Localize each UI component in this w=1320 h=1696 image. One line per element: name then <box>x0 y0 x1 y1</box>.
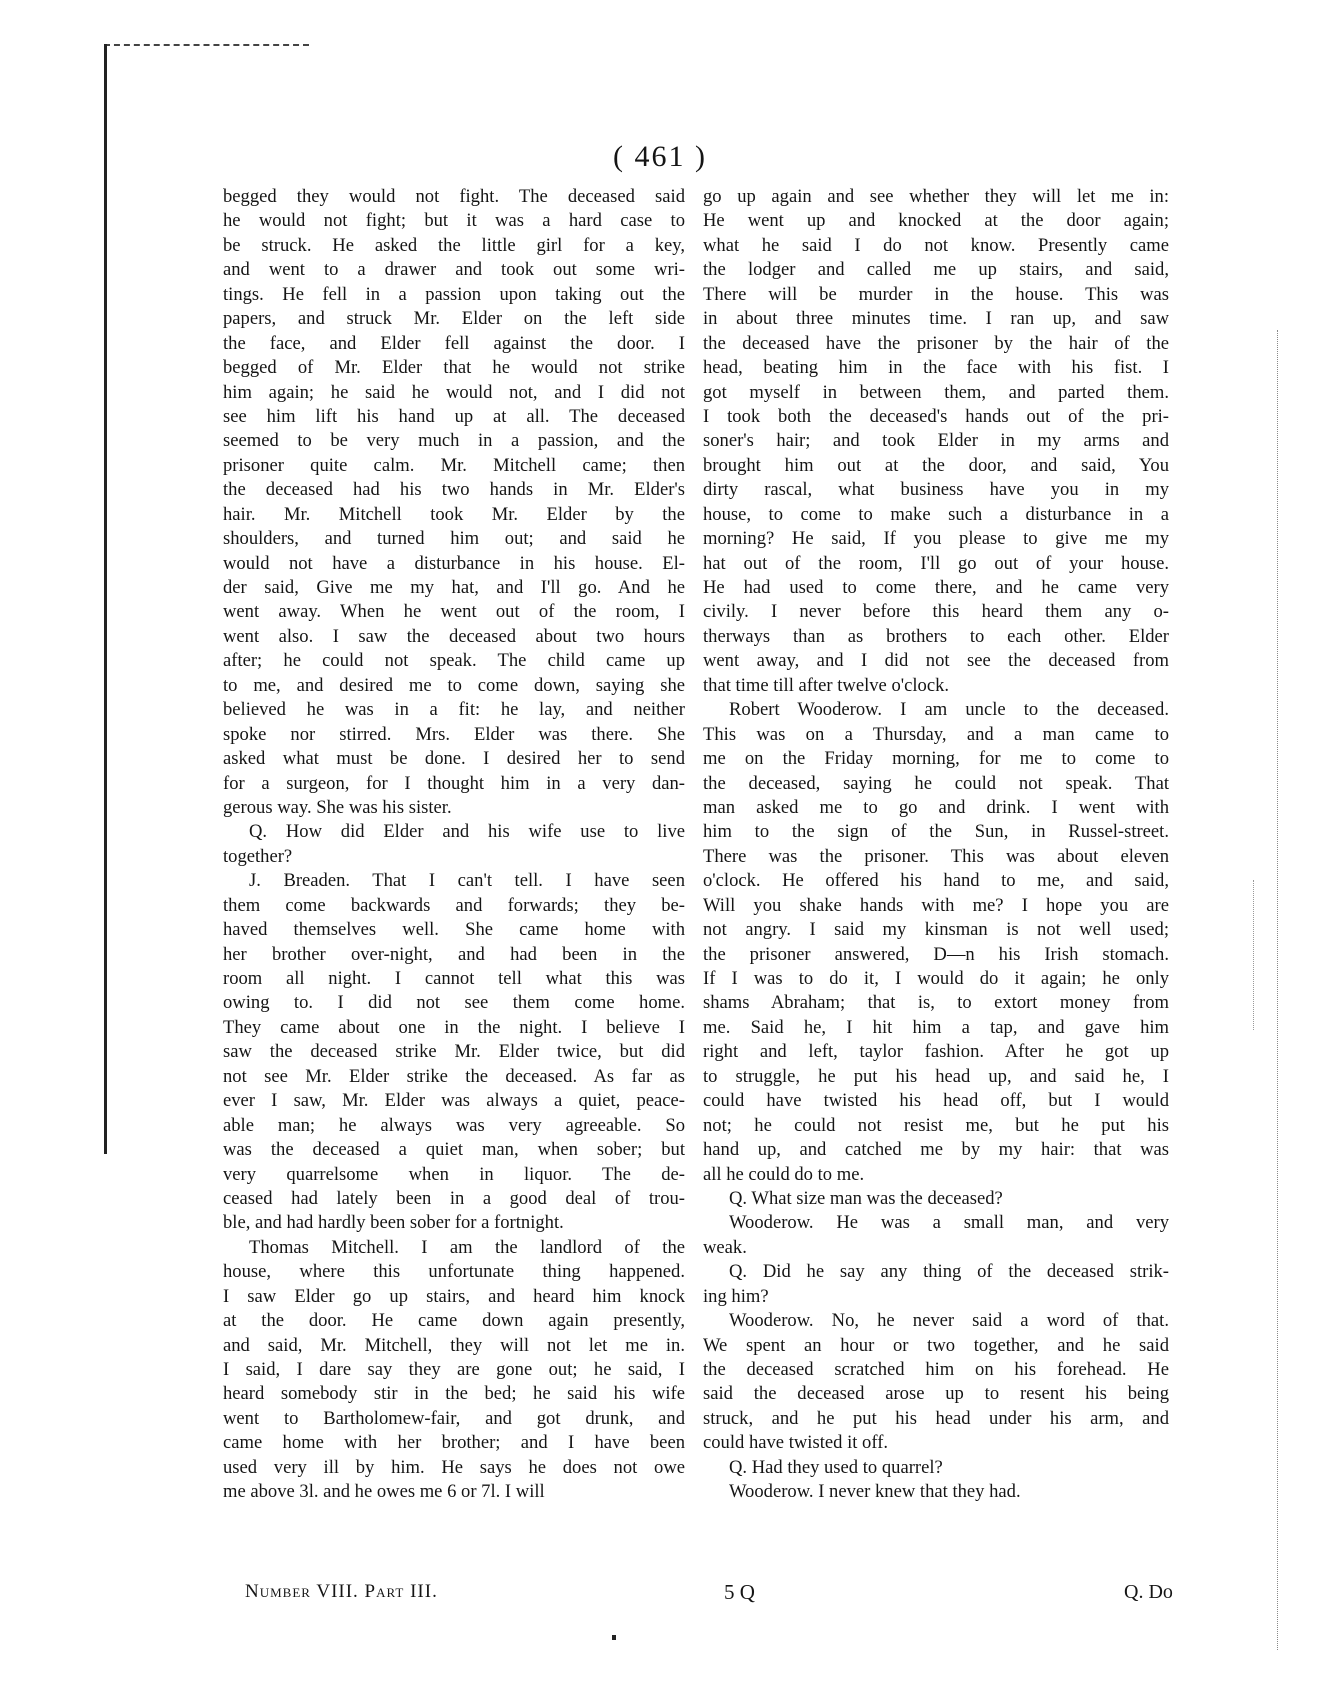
text-line: I saw Elder go up stairs, and heard him knock <box>223 1285 685 1307</box>
text-line: man asked me to go and drink. I went with <box>703 796 1169 818</box>
text-line: me on the Friday morning, for me to come to <box>703 748 1169 770</box>
text-line: her brother over-night, and had been in the <box>223 943 685 965</box>
signature-mark: Number VIII. Part III. <box>245 1581 438 1602</box>
text-line: der said, Give me my hat, and I'll go. And he <box>223 577 685 598</box>
text-line: the deceased had his two hands in Mr. Elder's <box>223 479 685 501</box>
text-line: right and left, taylor fashion. After he got up <box>703 1041 1169 1063</box>
text-line: go up again and see whether they will let me in: <box>703 186 1169 207</box>
text-line: was the deceased a quiet man, when sober; but <box>223 1139 685 1161</box>
right-text-column <box>703 185 1169 1505</box>
text-line: he would not fight; but it was a hard case to <box>223 210 685 232</box>
text-line: Q. How did Elder and his wife use to live <box>249 821 685 843</box>
text-line: not see Mr. Elder strike the deceased. As far as <box>223 1065 685 1087</box>
text-line: would not have a disturbance in his house. El- <box>223 552 685 574</box>
text-line: civily. I never before this heard them any o- <box>703 601 1169 623</box>
page-number: ( 461 ) <box>613 140 707 173</box>
text-line: got myself in between them, and parted them. <box>703 381 1169 403</box>
text-line: He went up and knocked at the door again; <box>703 210 1169 232</box>
text-line: morning? He said, If you please to give me my <box>703 528 1169 550</box>
scan-edge-marks-inner <box>1253 880 1254 1030</box>
catchword: Q. Do <box>1124 1581 1173 1603</box>
text-line: Q. Had they used to quarrel? <box>729 1456 943 1478</box>
text-line: ble, and had hardly been sober for a fortnight. <box>223 1212 564 1234</box>
text-line: dirty rascal, what business have you in my <box>703 479 1169 501</box>
text-line: weak. <box>703 1236 747 1258</box>
text-line: Wooderow. He was a small man, and very <box>729 1212 1169 1234</box>
text-line: Thomas Mitchell. I am the landlord of the <box>249 1236 685 1258</box>
page-corner-border-left <box>104 44 107 1154</box>
left-text-column <box>223 185 685 1505</box>
text-line: This was on a Thursday, and a man came to <box>703 723 1169 745</box>
text-line: asked what must be done. I desired her to send <box>223 748 685 770</box>
text-line: shoulders, and turned him out; and said he <box>223 528 685 550</box>
text-line: went away. When he went out of the room, I <box>223 601 685 623</box>
text-line: after; he could not speak. The child came up <box>223 650 685 672</box>
text-line: and went to a drawer and took out some wri- <box>223 259 685 281</box>
text-line: went to Bartholomew-fair, and got drunk, and <box>223 1407 685 1429</box>
text-line: and said, Mr. Mitchell, they will not let me in. <box>223 1334 685 1356</box>
text-line: the lodger and called me up stairs, and said, <box>703 259 1169 281</box>
text-line: They came about one in the night. I believe I <box>223 1016 685 1038</box>
text-line: house, where this unfortunate thing happened. <box>223 1261 685 1283</box>
scan-edge-marks <box>1277 330 1278 1650</box>
text-line: J. Breaden. That I can't tell. I have seen <box>249 870 685 892</box>
text-line: see him lift his hand up at all. The deceased <box>223 405 685 427</box>
text-line: There was the prisoner. This was about eleven <box>703 845 1169 867</box>
text-line: me. Said he, I hit him a tap, and gave him <box>703 1016 1169 1038</box>
text-line: Will you shake hands with me? I hope you are <box>703 894 1169 916</box>
text-line: used very ill by him. He says he does not owe <box>223 1456 685 1478</box>
text-line: struck, and he put his head under his arm, and <box>703 1407 1169 1429</box>
text-line: the deceased scratched him on his forehead. He <box>703 1359 1169 1380</box>
text-line: Wooderow. No, he never said a word of that. <box>729 1310 1169 1332</box>
text-line: him to the sign of the Sun, in Russel-street. <box>703 821 1169 843</box>
text-line: hat out of the room, I'll go out of your house. <box>703 552 1169 574</box>
text-line: to me, and desired me to come down, saying she <box>223 674 685 696</box>
text-line: tings. He fell in a passion upon taking out the <box>223 283 685 305</box>
text-line: together? <box>223 845 293 867</box>
text-line: him again; he said he would not, and I did not <box>223 381 685 403</box>
text-line: not angry. I said my kinsman is not well used; <box>703 919 1169 941</box>
text-line: able man; he always was very agreeable. So <box>223 1114 685 1136</box>
text-line: therways than as brothers to each other. Elder <box>703 625 1169 647</box>
text-line: There will be murder in the house. This was <box>703 283 1169 305</box>
text-line: begged of Mr. Elder that he would not strike <box>223 357 685 379</box>
text-line: hand up, and catched me by my hair: that was <box>703 1139 1169 1161</box>
text-line: ceased had lately been in a good deal of trou- <box>223 1187 685 1209</box>
text-line: came home with her brother; and I have been <box>223 1432 685 1454</box>
text-line: soner's hair; and took Elder in my arms and <box>703 430 1169 452</box>
text-line: o'clock. He offered his hand to me, and said, <box>703 870 1169 892</box>
text-line: begged they would not fight. The deceased said <box>223 186 685 207</box>
text-line: haved themselves well. She came home with <box>223 919 685 941</box>
text-line: We spent an hour or two together, and he said <box>703 1334 1169 1356</box>
text-line: in about three minutes time. I ran up, and saw <box>703 308 1169 330</box>
text-line: prisoner quite calm. Mr. Mitchell came; then <box>223 454 685 476</box>
text-line: hair. Mr. Mitchell took Mr. Elder by the <box>223 503 685 525</box>
text-line: I took both the deceased's hands out of the pri- <box>703 405 1169 427</box>
ink-speck <box>612 1635 616 1640</box>
text-line: could have twisted his head off, but I would <box>703 1090 1169 1112</box>
text-line: what he said I do not know. Presently came <box>703 234 1169 256</box>
text-line: seemed to be very much in a passion, and the <box>223 430 685 452</box>
text-line: the deceased have the prisoner by the hair of the <box>703 332 1169 354</box>
text-line: house, to come to make such a disturbance in a <box>703 503 1169 525</box>
text-line: the prisoner answered, D—n his Irish stomach. <box>703 943 1169 965</box>
text-line: at the door. He came down again presently, <box>223 1310 685 1332</box>
text-line: head, beating him in the face with his fist. I <box>703 357 1169 379</box>
text-line: heard somebody stir in the bed; he said his wife <box>223 1383 685 1405</box>
text-line: gerous way. She was his sister. <box>223 796 452 818</box>
text-line: owing to. I did not see them come home. <box>223 992 685 1014</box>
text-line: If I was to do it, I would do it again; he only <box>703 968 1169 989</box>
text-line: I said, I dare say they are gone out; he said, I <box>223 1359 685 1380</box>
text-line: ing him? <box>703 1285 769 1307</box>
text-line: shams Abraham; that is, to extort money from <box>703 992 1169 1014</box>
text-line: for a surgeon, for I thought him in a very dan- <box>223 772 685 794</box>
text-line: said the deceased arose up to resent his being <box>703 1383 1169 1405</box>
text-line: saw the deceased strike Mr. Elder twice, but did <box>223 1041 685 1063</box>
text-line: be struck. He asked the little girl for a key, <box>223 234 685 256</box>
text-line: could have twisted it off. <box>703 1432 889 1454</box>
page-corner-border-top <box>104 44 309 46</box>
text-line: papers, and struck Mr. Elder on the left side <box>223 308 685 330</box>
text-line: that time till after twelve o'clock. <box>703 674 950 696</box>
text-line: all he could do to me. <box>703 1163 865 1185</box>
text-line: to struggle, he put his head up, and said he, I <box>703 1065 1169 1087</box>
sheet-mark: 5 Q <box>724 1580 755 1604</box>
text-line: them come backwards and forwards; they be- <box>223 894 685 916</box>
text-line: Wooderow. I never knew that they had. <box>729 1481 1021 1503</box>
text-line: brought him out at the door, and said, You <box>703 454 1169 476</box>
text-line: spoke nor stirred. Mrs. Elder was there. She <box>223 723 685 745</box>
text-line: went also. I saw the deceased about two hours <box>223 625 685 647</box>
text-line: He had used to come there, and he came very <box>703 577 1169 598</box>
text-line: very quarrelsome when in liquor. The de- <box>223 1163 685 1185</box>
text-line: went away, and I did not see the deceased from <box>703 650 1169 672</box>
page-footer <box>0 1580 1320 1604</box>
text-line: room all night. I cannot tell what this was <box>223 968 685 989</box>
text-line: ever I saw, Mr. Elder was always a quiet, peace- <box>223 1090 685 1112</box>
text-line: the deceased, saying he could not speak. That <box>703 772 1169 794</box>
text-line: me above 3l. and he owes me 6 or 7l. I will <box>223 1481 545 1503</box>
text-line: the face, and Elder fell against the door. I <box>223 332 685 354</box>
text-line: Q. Did he say any thing of the deceased strik- <box>729 1261 1169 1283</box>
text-line: believed he was in a fit: he lay, and neither <box>223 699 685 721</box>
text-line: not; he could not resist me, but he put his <box>703 1114 1169 1136</box>
text-line: Robert Wooderow. I am uncle to the deceased. <box>729 699 1169 721</box>
text-line: Q. What size man was the deceased? <box>729 1187 1003 1209</box>
